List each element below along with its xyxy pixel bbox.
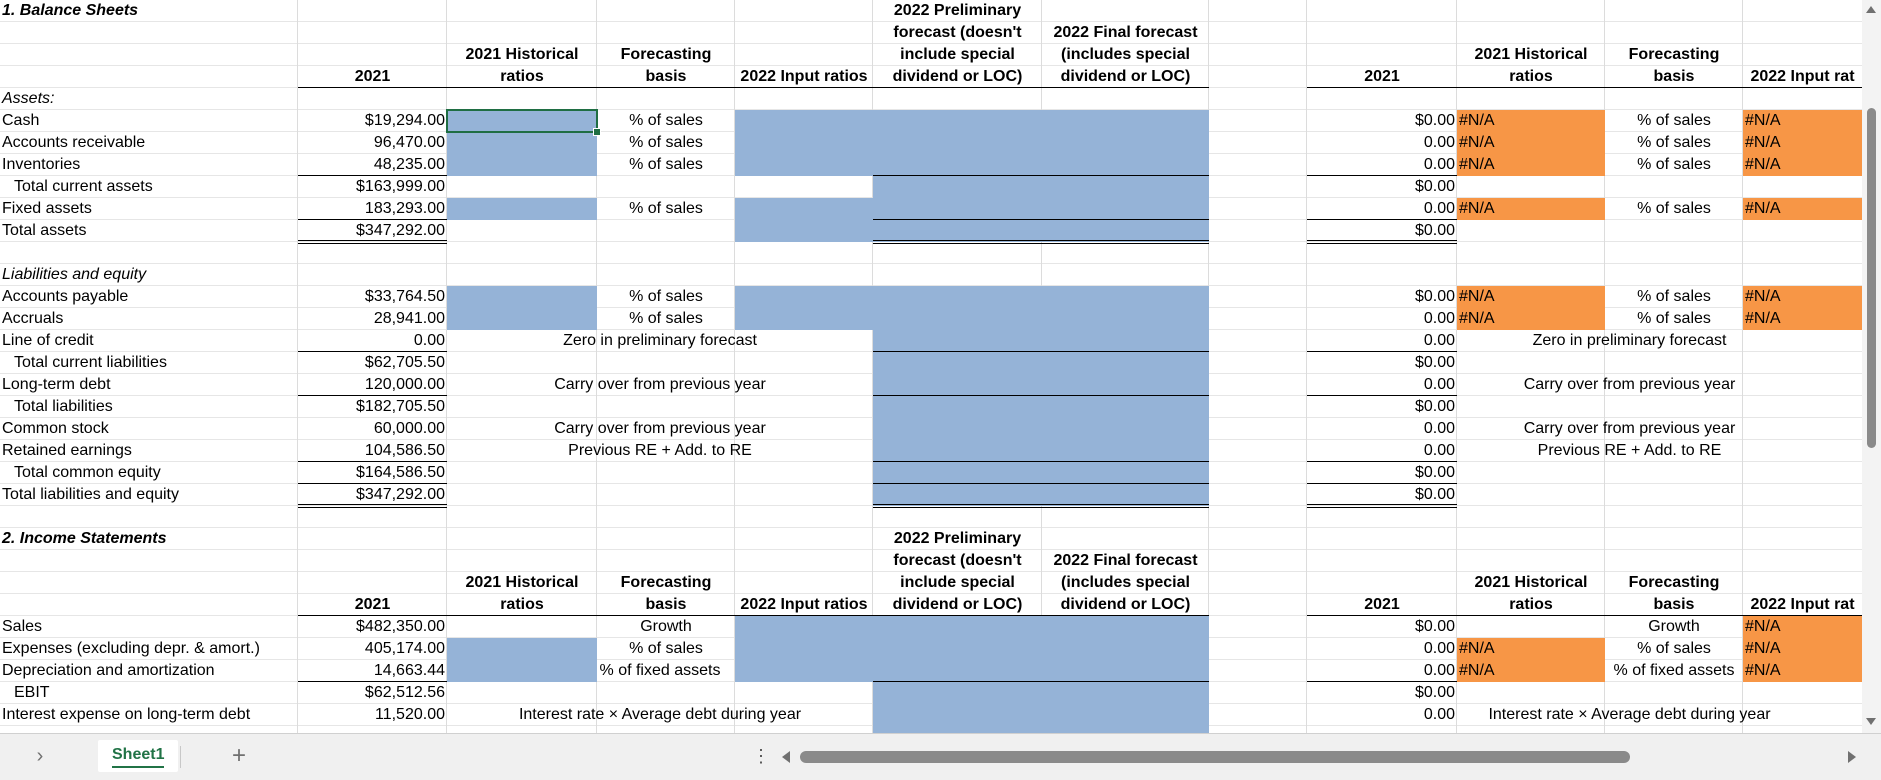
- row-label[interactable]: Total assets: [2, 222, 87, 239]
- input-ratio-right[interactable]: #N/A: [1745, 618, 1781, 635]
- row-label[interactable]: EBIT: [14, 684, 50, 701]
- header-2021-right-label: 2021: [1364, 68, 1400, 85]
- sheet-tab-bar: [0, 733, 1881, 780]
- value-2021-right[interactable]: $0.00: [1414, 112, 1455, 129]
- assets-label[interactable]: Assets:: [2, 90, 55, 107]
- value-2021-right[interactable]: 0.00: [1423, 156, 1455, 173]
- header-final-forecast-label: 2022 Final forecast (includes special dividend or LOC): [1053, 24, 1198, 85]
- value-2021-right[interactable]: $0.00: [1414, 684, 1455, 701]
- horizontal-scrollbar[interactable]: [780, 746, 1860, 768]
- forecasting-basis-right[interactable]: Carry over from previous year: [1523, 420, 1736, 437]
- scroll-right-arrow-icon[interactable]: [1848, 751, 1856, 763]
- input-ratio-fill: [735, 286, 1209, 330]
- scroll-left-arrow-icon[interactable]: [782, 751, 790, 763]
- value-2021-right[interactable]: 0.00: [1423, 662, 1455, 679]
- value-2021-right[interactable]: 0.00: [1423, 706, 1455, 723]
- value-2021-right[interactable]: $0.00: [1414, 486, 1455, 503]
- value-2021-right[interactable]: $0.00: [1414, 288, 1455, 305]
- forecasting-basis-right[interactable]: % of sales: [1637, 200, 1711, 217]
- input-ratio-right[interactable]: #N/A: [1745, 134, 1781, 151]
- forecasting-basis-right[interactable]: % of sales: [1637, 156, 1711, 173]
- row-label[interactable]: Depreciation and amortization: [2, 662, 215, 679]
- header-forecasting-basis-label: Forecasting basis: [620, 574, 712, 613]
- value-2021[interactable]: $62,512.56: [364, 684, 445, 701]
- forecast-fill: [873, 682, 1209, 733]
- value-2021[interactable]: 96,470.00: [373, 134, 445, 151]
- header-input-ratios-label: 2022 Input ratios: [740, 68, 868, 85]
- forecast-fill: [873, 330, 1209, 506]
- header-historical-ratios-label: 2021 Historical ratios: [465, 574, 579, 613]
- row-label[interactable]: Long-term debt: [2, 376, 111, 393]
- header-historical-ratios-label: 2021 Historical ratios: [465, 46, 579, 85]
- header-forecasting-basis-right[interactable]: [1605, 0, 1743, 88]
- value-2021[interactable]: 48,235.00: [373, 156, 445, 173]
- total-top-border: [873, 483, 1209, 484]
- balance-sheet-title[interactable]: 1. Balance Sheets: [2, 2, 139, 19]
- input-ratio-right[interactable]: #N/A: [1745, 662, 1781, 679]
- value-2021[interactable]: 104,586.50: [364, 442, 445, 459]
- input-ratio-fill: [447, 198, 597, 220]
- value-2021-right[interactable]: $0.00: [1414, 398, 1455, 415]
- header-preliminary-forecast-label: 2022 Preliminary forecast (doesn't include special dividend or LOC): [892, 2, 1023, 85]
- input-ratio-fill: [735, 198, 1209, 242]
- row-label[interactable]: Fixed assets: [2, 200, 92, 217]
- row-label[interactable]: Accounts receivable: [2, 134, 146, 151]
- scroll-up-arrow-icon[interactable]: [1866, 6, 1876, 13]
- value-2021[interactable]: $347,292.00: [356, 486, 445, 503]
- historical-ratio-right[interactable]: #N/A: [1459, 310, 1495, 327]
- header-preliminary-forecast-label: 2022 Preliminary forecast (doesn't include special dividend or LOC): [892, 530, 1023, 613]
- forecasting-basis[interactable]: % of fixed assets: [599, 662, 721, 679]
- income-statement-title[interactable]: 2. Income Statements: [2, 530, 167, 547]
- forecasting-basis-right[interactable]: Growth: [1648, 618, 1700, 635]
- value-2021[interactable]: $347,292.00: [356, 222, 445, 239]
- total-top-border: [873, 351, 1209, 352]
- value-2021[interactable]: $62,705.50: [364, 354, 445, 371]
- input-ratio-right[interactable]: #N/A: [1745, 288, 1781, 305]
- vertical-scroll-thumb[interactable]: [1867, 108, 1876, 448]
- forecasting-basis[interactable]: Previous RE + Add. to RE: [568, 442, 752, 459]
- forecasting-basis[interactable]: % of sales: [629, 200, 703, 217]
- row-label[interactable]: Line of credit: [2, 332, 94, 349]
- value-2021-right[interactable]: 0.00: [1423, 200, 1455, 217]
- total-top-border: [873, 681, 1209, 682]
- total-top-border: [873, 175, 1209, 176]
- row-label[interactable]: Sales: [2, 618, 43, 635]
- header-input-ratios-label: 2022 Input ratios: [740, 596, 868, 613]
- forecasting-basis[interactable]: Growth: [640, 618, 692, 635]
- fill-handle[interactable]: [593, 128, 601, 136]
- value-2021-right[interactable]: $0.00: [1414, 464, 1455, 481]
- header-2021-label: 2021: [354, 596, 391, 613]
- input-ratio-right[interactable]: #N/A: [1745, 200, 1781, 217]
- header-historical-ratios[interactable]: [447, 528, 597, 616]
- value-2021-right[interactable]: 0.00: [1423, 134, 1455, 151]
- row-label[interactable]: Inventories: [2, 156, 81, 173]
- value-2021-right[interactable]: 0.00: [1423, 376, 1455, 393]
- header-historical-ratios[interactable]: [447, 0, 597, 88]
- total-top-border: [873, 461, 1209, 462]
- header-historical-ratios-right-label: 2021 Historical ratios: [1474, 46, 1588, 85]
- header-2021[interactable]: [298, 0, 447, 88]
- historical-ratio-right[interactable]: #N/A: [1459, 200, 1495, 217]
- total-top-border: [873, 219, 1209, 220]
- value-2021[interactable]: $182,705.50: [356, 398, 445, 415]
- forecasting-basis[interactable]: Carry over from previous year: [554, 420, 766, 437]
- header-2021-right[interactable]: [1307, 528, 1457, 616]
- historical-ratio-right[interactable]: #N/A: [1459, 640, 1495, 657]
- historical-ratio-right[interactable]: #N/A: [1459, 112, 1495, 129]
- header-2021-right[interactable]: [1307, 0, 1457, 88]
- input-ratio-right[interactable]: #N/A: [1745, 640, 1781, 657]
- forecasting-basis-right[interactable]: % of sales: [1637, 310, 1711, 327]
- header-input-ratios-right[interactable]: [1743, 528, 1862, 616]
- historical-ratio-right[interactable]: #N/A: [1459, 134, 1495, 151]
- scroll-down-arrow-icon[interactable]: [1866, 718, 1876, 725]
- total-top-border: [873, 395, 1209, 396]
- input-ratio-fill: [735, 110, 1209, 176]
- row-label[interactable]: Total liabilities: [14, 398, 113, 415]
- input-ratio-right[interactable]: #N/A: [1745, 310, 1781, 327]
- header-forecasting-basis[interactable]: [597, 0, 735, 88]
- row-label[interactable]: Total common equity: [14, 464, 161, 481]
- value-2021[interactable]: $19,294.00: [364, 112, 445, 129]
- forecasting-basis-right[interactable]: % of fixed assets: [1613, 662, 1735, 679]
- value-2021[interactable]: $164,586.50: [356, 464, 445, 481]
- sheet-tab-sheet1[interactable]: [98, 740, 178, 772]
- historical-ratio-right[interactable]: #N/A: [1459, 288, 1495, 305]
- forecasting-basis-right[interactable]: % of sales: [1637, 134, 1711, 151]
- value-2021-right[interactable]: 0.00: [1423, 420, 1455, 437]
- value-2021[interactable]: 120,000.00: [364, 376, 445, 393]
- value-2021[interactable]: 28,941.00: [373, 310, 445, 327]
- row-label[interactable]: Expenses (excluding depr. & amort.): [2, 640, 260, 657]
- vertical-scrollbar[interactable]: [1862, 0, 1881, 733]
- forecasting-basis-right[interactable]: % of sales: [1637, 640, 1711, 657]
- header-historical-ratios-right-label: 2021 Historical ratios: [1474, 574, 1588, 613]
- header-forecasting-basis-right-label: Forecasting basis: [1628, 574, 1720, 613]
- header-input-ratios-right-label: 2022 Input rat: [1750, 596, 1855, 613]
- header-2021-label: 2021: [354, 68, 391, 85]
- vertical-dots-icon[interactable]: ⋮: [752, 746, 770, 766]
- header-input-ratios[interactable]: [735, 528, 873, 616]
- forecasting-basis[interactable]: Zero in preliminary forecast: [563, 332, 757, 349]
- header-2021[interactable]: [298, 528, 447, 616]
- value-2021[interactable]: $33,764.50: [364, 288, 445, 305]
- value-2021-right[interactable]: $0.00: [1414, 222, 1455, 239]
- header-input-ratios[interactable]: [735, 0, 873, 88]
- header-preliminary-forecast[interactable]: [873, 0, 1042, 88]
- value-2021[interactable]: 60,000.00: [373, 420, 445, 437]
- value-2021[interactable]: 183,293.00: [364, 200, 445, 217]
- header-historical-ratios-right[interactable]: [1457, 528, 1605, 616]
- header-forecasting-basis-label: Forecasting basis: [620, 46, 712, 85]
- header-final-forecast[interactable]: [1042, 528, 1209, 616]
- header-forecasting-basis-right-label: Forecasting basis: [1628, 46, 1720, 85]
- row-label[interactable]: Total current liabilities: [14, 354, 167, 371]
- forecasting-basis-right[interactable]: % of sales: [1637, 112, 1711, 129]
- row-label[interactable]: Common stock: [2, 420, 109, 437]
- value-2021-right[interactable]: 0.00: [1423, 332, 1455, 349]
- forecasting-basis[interactable]: % of sales: [629, 310, 703, 327]
- forecasting-basis-right[interactable]: Previous RE + Add. to RE: [1537, 442, 1722, 459]
- value-2021[interactable]: 14,663.44: [373, 662, 445, 679]
- liabilities-equity-label[interactable]: Liabilities and equity: [2, 266, 147, 283]
- row-label[interactable]: Total current assets: [14, 178, 153, 195]
- forecasting-basis[interactable]: Carry over from previous year: [554, 376, 766, 393]
- chevron-right-icon[interactable]: ›: [36, 745, 44, 767]
- historical-ratio-right[interactable]: #N/A: [1459, 662, 1495, 679]
- tab-separator: [180, 746, 181, 768]
- header-final-forecast-label: 2022 Final forecast (includes special dividend or LOC): [1053, 552, 1198, 613]
- forecasting-basis-right[interactable]: Interest rate × Average debt during year: [1488, 706, 1771, 723]
- historical-ratio-right[interactable]: #N/A: [1459, 156, 1495, 173]
- forecasting-basis[interactable]: % of sales: [629, 640, 703, 657]
- value-2021-right[interactable]: 0.00: [1423, 310, 1455, 327]
- header-2021-right-label: 2021: [1364, 596, 1400, 613]
- header-preliminary-forecast[interactable]: [873, 528, 1042, 616]
- value-2021[interactable]: $163,999.00: [356, 178, 445, 195]
- forecast-fill: [873, 176, 1209, 198]
- row-label[interactable]: Total liabilities and equity: [2, 486, 179, 503]
- active-cell-selection[interactable]: [446, 109, 598, 133]
- value-2021[interactable]: 11,520.00: [375, 706, 445, 723]
- value-2021-right[interactable]: $0.00: [1414, 618, 1455, 635]
- forecasting-basis-right[interactable]: Zero in preliminary forecast: [1532, 332, 1727, 349]
- header-final-forecast[interactable]: [1042, 0, 1209, 88]
- value-2021-right[interactable]: $0.00: [1414, 178, 1455, 195]
- header-historical-ratios-right[interactable]: [1457, 0, 1605, 88]
- forecasting-basis-right[interactable]: Carry over from previous year: [1523, 376, 1736, 393]
- value-2021[interactable]: 0.00: [413, 332, 445, 349]
- header-forecasting-basis[interactable]: [597, 528, 735, 616]
- value-2021-right[interactable]: 0.00: [1423, 640, 1455, 657]
- value-2021-right[interactable]: $0.00: [1414, 354, 1455, 371]
- forecasting-basis[interactable]: % of sales: [629, 156, 703, 173]
- forecasting-basis[interactable]: % of sales: [629, 134, 703, 151]
- value-2021-right[interactable]: 0.00: [1423, 442, 1455, 459]
- header-input-ratios-right-label: 2022 Input rat: [1750, 68, 1855, 85]
- total-double-border: [873, 504, 1209, 508]
- row-label[interactable]: Accounts payable: [2, 288, 129, 305]
- plus-icon[interactable]: +: [231, 742, 246, 769]
- input-ratio-right[interactable]: #N/A: [1745, 156, 1781, 173]
- total-double-border: [873, 240, 1209, 244]
- active-tab-underline: [112, 766, 164, 768]
- row-label[interactable]: Cash: [2, 112, 40, 129]
- value-2021[interactable]: $482,350.00: [356, 618, 445, 635]
- horizontal-scroll-thumb[interactable]: [800, 751, 1630, 763]
- forecasting-basis[interactable]: Interest rate × Average debt during year: [518, 706, 802, 723]
- forecasting-basis[interactable]: % of sales: [629, 112, 703, 129]
- value-2021[interactable]: 405,174.00: [364, 640, 445, 657]
- row-label[interactable]: Accruals: [2, 310, 64, 327]
- row-label[interactable]: Interest expense on long-term debt: [2, 706, 251, 723]
- forecasting-basis[interactable]: % of sales: [629, 288, 703, 305]
- input-ratio-fill: [447, 286, 597, 330]
- forecasting-basis-right[interactable]: % of sales: [1637, 288, 1711, 305]
- sheet-tab-label: Sheet1: [112, 746, 165, 763]
- input-ratio-right[interactable]: #N/A: [1745, 112, 1781, 129]
- header-forecasting-basis-right[interactable]: [1605, 528, 1743, 616]
- row-label[interactable]: Retained earnings: [2, 442, 132, 459]
- header-input-ratios-right[interactable]: [1743, 0, 1862, 88]
